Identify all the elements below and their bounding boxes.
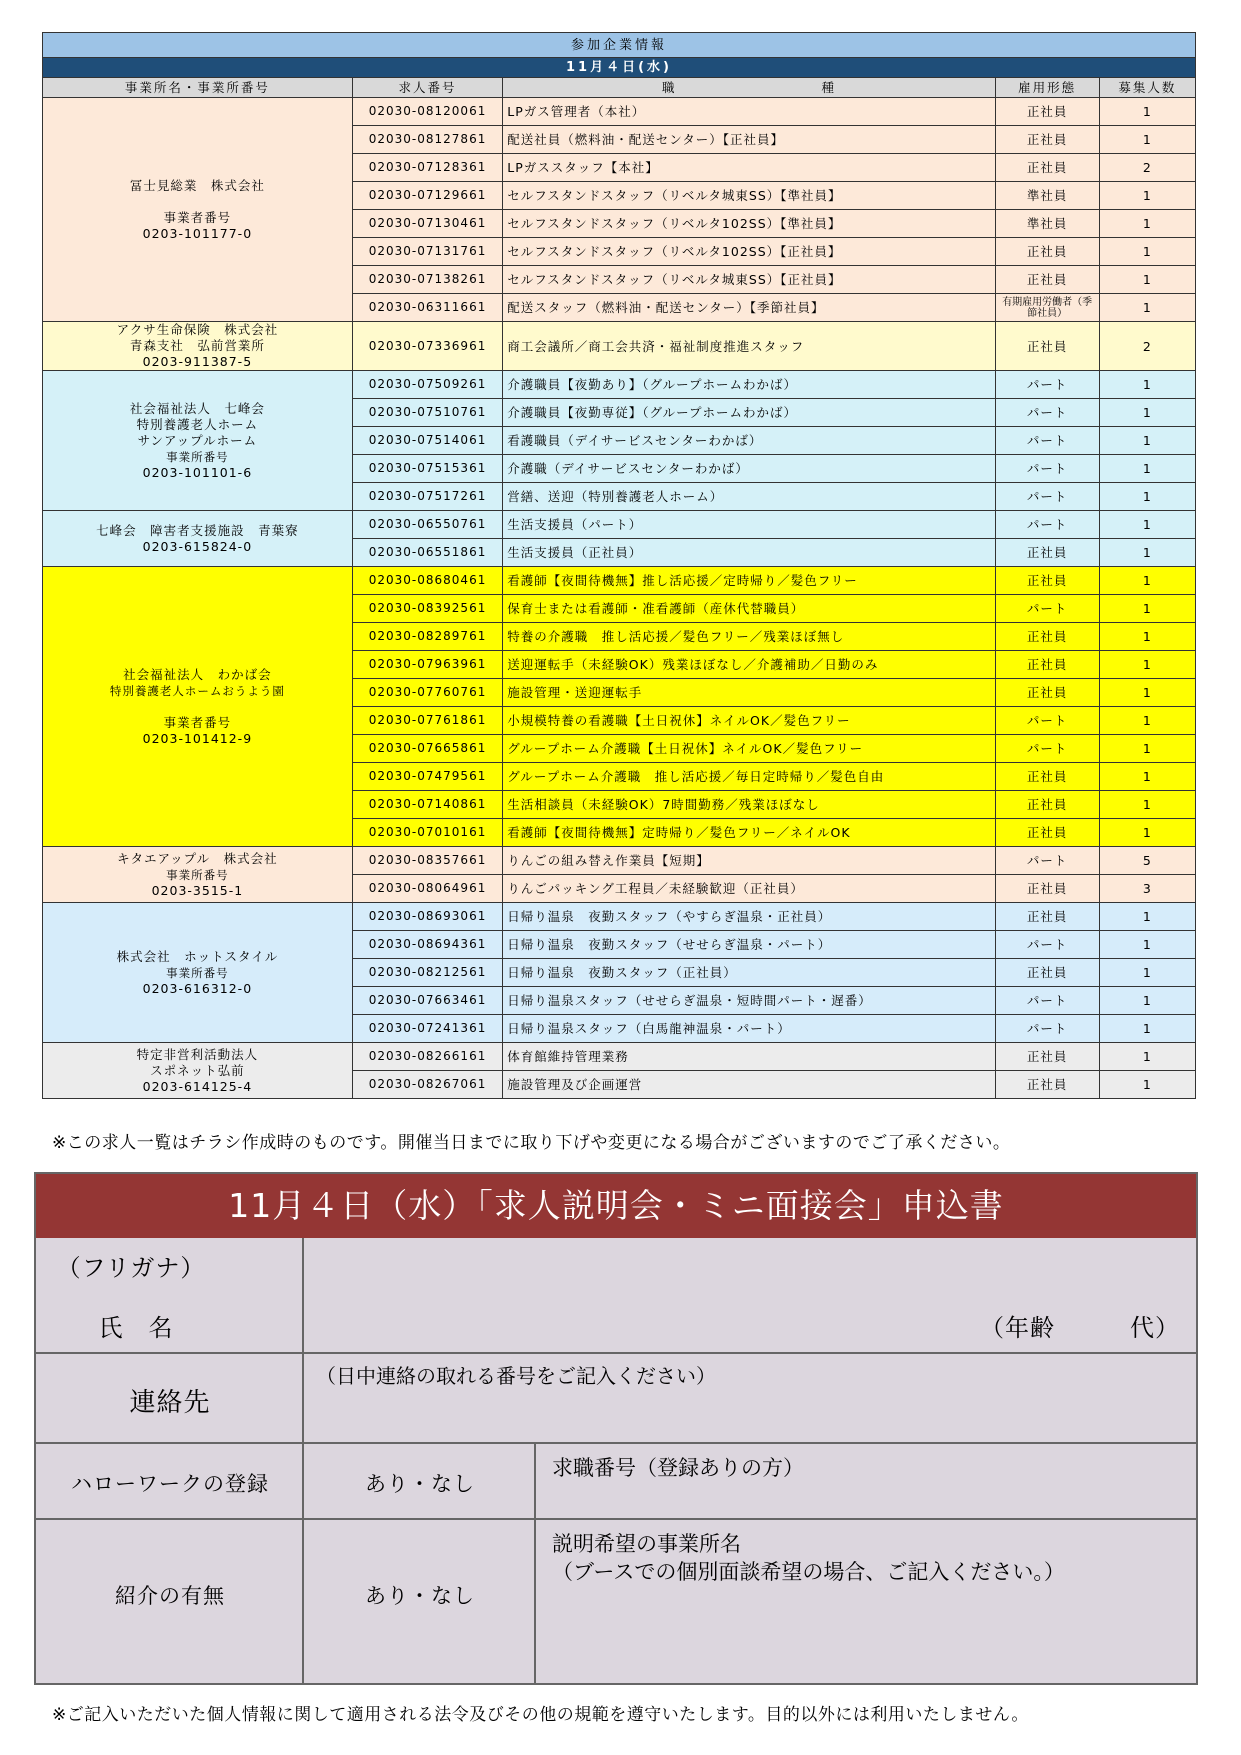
job-title: 日帰り温泉 夜勤スタッフ（やすらぎ温泉・正社員）	[503, 903, 995, 931]
company-line: 0203-101177-0	[142, 225, 253, 241]
openings-count: 1	[1099, 987, 1195, 1015]
company-line	[47, 699, 348, 715]
column-header-employment-type: 雇用形態	[995, 78, 1099, 98]
job-title: りんごの組み替え作業員【短期】	[503, 847, 995, 875]
openings-count: 1	[1099, 623, 1195, 651]
hw-label: ハローワークの登録	[71, 1472, 269, 1496]
openings-count: 1	[1099, 266, 1195, 294]
job-number: 02030-07130461	[352, 210, 502, 238]
employment-type: 正社員	[995, 623, 1099, 651]
employment-type: パート	[995, 931, 1099, 959]
referral-choice-cell[interactable]	[304, 1520, 536, 1683]
openings-count: 1	[1099, 707, 1195, 735]
openings-count: 1	[1099, 483, 1195, 511]
employment-type: 正社員	[995, 238, 1099, 266]
company-cell	[43, 511, 353, 567]
company-line: 事業所番号	[166, 965, 229, 980]
age-label: （年齢 代）	[980, 1314, 1180, 1342]
column-header-job-number: 求人番号	[352, 78, 502, 98]
employment-type: 正社員	[995, 679, 1099, 707]
openings-count: 2	[1099, 322, 1195, 371]
table-row	[43, 567, 1196, 595]
company-line: 特別養護老人ホーム	[136, 416, 259, 432]
openings-count: 1	[1099, 126, 1195, 154]
job-number: 02030-08694361	[352, 931, 502, 959]
openings-count: 1	[1099, 427, 1195, 455]
job-title: 日帰り温泉 夜勤スタッフ（正社員）	[503, 959, 995, 987]
employment-type: パート	[995, 987, 1099, 1015]
company-line: 青森支社 弘前営業所	[129, 338, 265, 353]
company-line: 特定非営利活動法人	[136, 1046, 259, 1062]
application-form	[34, 1172, 1198, 1685]
office-name-field[interactable]	[536, 1520, 1196, 1683]
table-row	[43, 371, 1196, 399]
company-cell	[43, 1043, 353, 1099]
job-number: 02030-07515361	[352, 455, 502, 483]
employment-type: 正社員	[995, 819, 1099, 847]
job-title: 施設管理・送迎運転手	[503, 679, 995, 707]
seeker-number-field[interactable]	[536, 1444, 1196, 1520]
company-line: 0203-911387-5	[142, 354, 253, 369]
job-title: 介護職員【夜勤専従】（グループホームわかば）	[503, 399, 995, 427]
employment-type: 正社員	[995, 959, 1099, 987]
form-title: 11月４日（水）「求人説明会・ミニ面接会」申込書	[36, 1174, 1196, 1238]
job-number: 02030-06550761	[352, 511, 502, 539]
job-title: 生活相談員（未経験OK）7時間勤務／残業ほぼなし	[503, 791, 995, 819]
company-line: 特別養護老人ホームおうよう園	[109, 683, 285, 698]
openings-count: 1	[1099, 903, 1195, 931]
openings-count: 3	[1099, 875, 1195, 903]
job-number: 02030-08267061	[352, 1071, 502, 1099]
openings-count: 1	[1099, 455, 1195, 483]
openings-count: 1	[1099, 735, 1195, 763]
hw-label-cell	[36, 1444, 304, 1520]
employment-type: パート	[995, 483, 1099, 511]
company-line	[47, 194, 348, 210]
employment-type: 正社員	[995, 763, 1099, 791]
job-title: 生活支援員（パート）	[503, 511, 995, 539]
openings-count: 1	[1099, 679, 1195, 707]
job-title: 特養の介護職 推し活応援／髪色フリー／残業ほぼ無し	[503, 623, 995, 651]
company-line: 0203-614125-4	[142, 1078, 253, 1094]
employment-type: パート	[995, 847, 1099, 875]
office-name-label: 説明希望の事業所名	[552, 1532, 741, 1556]
name-label: 氏 名	[98, 1314, 174, 1342]
job-title: セルフスタンドスタッフ（リベルタ城東SS）【正社員】	[503, 266, 995, 294]
job-number: 02030-08120061	[352, 98, 502, 126]
company-line: 七峰会 障害者支援施設 青葉寮	[96, 522, 299, 538]
employment-type: 正社員	[995, 126, 1099, 154]
company-line: 社会福祉法人 わかば会	[123, 666, 272, 682]
openings-count: 1	[1099, 931, 1195, 959]
company-cell	[43, 371, 353, 511]
job-title: 体育館維持管理業務	[503, 1043, 995, 1071]
openings-count: 1	[1099, 98, 1195, 126]
employment-type: パート	[995, 455, 1099, 483]
furigana-label: （フリガナ）	[56, 1254, 206, 1282]
openings-count: 1	[1099, 238, 1195, 266]
referral-choice: あり・なし	[365, 1584, 475, 1608]
employment-type: パート	[995, 371, 1099, 399]
hw-choice: あり・なし	[365, 1472, 475, 1496]
company-line: 事業者番号	[163, 714, 232, 730]
job-title: 日帰り温泉 夜勤スタッフ（せせらぎ温泉・パート）	[503, 931, 995, 959]
job-title: セルフスタンドスタッフ（リベルタ102SS）【準社員】	[503, 210, 995, 238]
employment-type: 正社員	[995, 322, 1099, 371]
job-number: 02030-06311661	[352, 294, 502, 322]
openings-count: 1	[1099, 959, 1195, 987]
openings-count: 1	[1099, 539, 1195, 567]
job-title: グループホーム介護職【土日祝休】ネイルOK／髪色フリー	[503, 735, 995, 763]
seeker-number-label: 求職番号（登録ありの方）	[552, 1456, 804, 1480]
contact-label-cell	[36, 1354, 304, 1444]
job-number: 02030-07129661	[352, 182, 502, 210]
job-title: セルフスタンドスタッフ（リベルタ102SS）【正社員】	[503, 238, 995, 266]
contact-field[interactable]	[304, 1354, 1196, 1444]
job-title: 配送社員（燃料油・配送センター）【正社員】	[503, 126, 995, 154]
employment-type: 正社員	[995, 903, 1099, 931]
job-title: 施設管理及び企画運営	[503, 1071, 995, 1099]
openings-count: 1	[1099, 294, 1195, 322]
job-listing-table	[42, 32, 1196, 1099]
company-line: サンアップルホーム	[137, 432, 258, 448]
company-line: 0203-3515-1	[151, 882, 244, 898]
name-field[interactable]	[304, 1238, 1196, 1354]
employment-type: 正社員	[995, 98, 1099, 126]
referral-label-cell	[36, 1520, 304, 1683]
openings-count: 1	[1099, 182, 1195, 210]
employment-type: パート	[995, 511, 1099, 539]
employment-type: パート	[995, 427, 1099, 455]
table-row	[43, 98, 1196, 126]
employment-type: 正社員	[995, 1043, 1099, 1071]
employment-type: 正社員	[995, 266, 1099, 294]
employment-type: 有期雇用労働者（季節社員）	[995, 294, 1099, 322]
job-number: 02030-06551861	[352, 539, 502, 567]
job-number: 02030-07509261	[352, 371, 502, 399]
company-line: 0203-101412-9	[142, 730, 253, 746]
job-number: 02030-08392561	[352, 595, 502, 623]
listing-notice: ※この求人一覧はチラシ作成時のものです。開催当日までに取り下げや変更になる場合がございますのでご了承ください。	[52, 1133, 1011, 1153]
employment-type: 正社員	[995, 875, 1099, 903]
openings-count: 1	[1099, 1043, 1195, 1071]
company-line: 0203-615824-0	[142, 538, 253, 554]
openings-count: 1	[1099, 651, 1195, 679]
employment-type: パート	[995, 595, 1099, 623]
office-name-hint: （ブースでの個別面談希望の場合、ご記入ください。）	[552, 1560, 1065, 1584]
employment-type: 正社員	[995, 154, 1099, 182]
company-cell	[43, 322, 353, 371]
openings-count: 1	[1099, 371, 1195, 399]
company-cell	[43, 903, 353, 1043]
openings-count: 2	[1099, 154, 1195, 182]
name-label-cell	[36, 1238, 304, 1354]
employment-type: 正社員	[995, 651, 1099, 679]
job-number: 02030-07138261	[352, 266, 502, 294]
company-line: スポネット弘前	[150, 1062, 245, 1078]
company-line: 事業所番号	[166, 867, 229, 882]
table-row	[43, 847, 1196, 875]
company-cell	[43, 98, 353, 322]
job-title: 介護職（デイサービスセンターわかば）	[503, 455, 995, 483]
job-number: 02030-07241361	[352, 1015, 502, 1043]
job-title: 送迎運転手（未経験OK）残業ほぼなし／介護補助／日勤のみ	[503, 651, 995, 679]
employment-type: パート	[995, 399, 1099, 427]
job-title: 保育士または看護師・准看護師（産休代替職員）	[503, 595, 995, 623]
hw-choice-cell[interactable]	[304, 1444, 536, 1520]
employment-type: パート	[995, 1015, 1099, 1043]
company-line: 事業者番号	[163, 209, 232, 225]
job-number: 02030-07514061	[352, 427, 502, 455]
job-number: 02030-08266161	[352, 1043, 502, 1071]
job-title: 介護職員【夜勤あり】（グループホームわかば）	[503, 371, 995, 399]
openings-count: 1	[1099, 399, 1195, 427]
company-cell	[43, 567, 353, 847]
table-row	[43, 511, 1196, 539]
job-number: 02030-08212561	[352, 959, 502, 987]
column-header-count: 募集人数	[1099, 78, 1195, 98]
employment-type: パート	[995, 735, 1099, 763]
employment-type: 準社員	[995, 210, 1099, 238]
employment-type: 正社員	[995, 567, 1099, 595]
job-number: 02030-07010161	[352, 819, 502, 847]
job-listing-body	[43, 98, 1196, 1099]
company-line: 冨士見総業 株式会社	[129, 177, 265, 193]
openings-count: 1	[1099, 1071, 1195, 1099]
job-title: グループホーム介護職 推し活応援／毎日定時帰り／髪色自由	[503, 763, 995, 791]
job-title: LPガス管理者（本社）	[503, 98, 995, 126]
employment-type: 正社員	[995, 1071, 1099, 1099]
company-line: 事業所番号	[166, 449, 229, 464]
job-number: 02030-07128361	[352, 154, 502, 182]
job-number: 02030-08289761	[352, 623, 502, 651]
job-title: セルフスタンドスタッフ（リベルタ城東SS）【準社員】	[503, 182, 995, 210]
contact-hint: （日中連絡の取れる番号をご記入ください）	[316, 1364, 716, 1388]
job-number: 02030-07140861	[352, 791, 502, 819]
openings-count: 1	[1099, 595, 1195, 623]
openings-count: 1	[1099, 567, 1195, 595]
employment-type: 準社員	[995, 182, 1099, 210]
company-line: 0203-101101-6	[142, 464, 253, 480]
job-title: 配送スタッフ（燃料油・配送センター）【季節社員】	[503, 294, 995, 322]
column-header-job-title: 職 種	[503, 78, 995, 98]
job-title: 小規模特養の看護職【土日祝休】ネイルOK／髪色フリー	[503, 707, 995, 735]
job-number: 02030-07510761	[352, 399, 502, 427]
employment-type: 正社員	[995, 791, 1099, 819]
openings-count: 1	[1099, 511, 1195, 539]
job-title: 日帰り温泉スタッフ（せせらぎ温泉・短時間パート・遅番）	[503, 987, 995, 1015]
contact-label: 連絡先	[129, 1388, 211, 1418]
job-title: 看護職員（デイサービスセンターわかば）	[503, 427, 995, 455]
job-number: 02030-07517261	[352, 483, 502, 511]
job-number: 02030-07761861	[352, 707, 502, 735]
table-row	[43, 1043, 1196, 1071]
job-title: 生活支援員（正社員）	[503, 539, 995, 567]
table-row	[43, 903, 1196, 931]
listing-date: 11月４日(水)	[43, 58, 1196, 78]
job-number: 02030-07336961	[352, 322, 502, 371]
job-title: りんごパッキング工程員／未経験歓迎（正社員）	[503, 875, 995, 903]
job-number: 02030-07479561	[352, 763, 502, 791]
job-title: LPガススタッフ【本社】	[503, 154, 995, 182]
company-line: 社会福祉法人 七峰会	[129, 400, 265, 416]
openings-count: 1	[1099, 763, 1195, 791]
openings-count: 1	[1099, 210, 1195, 238]
openings-count: 1	[1099, 1015, 1195, 1043]
listing-title: 参加企業情報	[43, 33, 1196, 58]
job-title: 日帰り温泉スタッフ（白馬龍神温泉・パート）	[503, 1015, 995, 1043]
job-title: 商工会議所／商工会共済・福祉制度推進スタッフ	[503, 322, 995, 371]
job-number: 02030-08064961	[352, 875, 502, 903]
employment-type: パート	[995, 707, 1099, 735]
openings-count: 5	[1099, 847, 1195, 875]
job-number: 02030-07131761	[352, 238, 502, 266]
job-number: 02030-08357661	[352, 847, 502, 875]
job-number: 02030-08693061	[352, 903, 502, 931]
job-title: 営繕、送迎（特別養護老人ホーム）	[503, 483, 995, 511]
company-line: アクサ生命保険 株式会社	[116, 322, 279, 337]
job-title: 看護師【夜間待機無】定時帰り／髪色フリー／ネイルOK	[503, 819, 995, 847]
job-number: 02030-07665861	[352, 735, 502, 763]
openings-count: 1	[1099, 819, 1195, 847]
referral-label: 紹介の有無	[115, 1584, 225, 1608]
employment-type: 正社員	[995, 539, 1099, 567]
company-line: 株式会社 ホットスタイル	[116, 948, 279, 964]
company-line: 0203-616312-0	[142, 980, 253, 996]
company-line: キタエアップル 株式会社	[117, 850, 278, 866]
job-title: 看護師【夜間待機無】推し活応援／定時帰り／髪色フリー	[503, 567, 995, 595]
openings-count: 1	[1099, 791, 1195, 819]
job-number: 02030-07963961	[352, 651, 502, 679]
column-header-company: 事業所名・事業所番号	[43, 78, 353, 98]
job-number: 02030-08680461	[352, 567, 502, 595]
job-number: 02030-07760761	[352, 679, 502, 707]
company-cell	[43, 847, 353, 903]
job-number: 02030-07663461	[352, 987, 502, 1015]
job-number: 02030-08127861	[352, 126, 502, 154]
privacy-notice: ※ご記入いただいた個人情報に関して適用される法令及びその他の規範を遵守いたします。目的以外には利用いたしません。	[52, 1705, 1029, 1725]
table-row	[43, 322, 1196, 371]
